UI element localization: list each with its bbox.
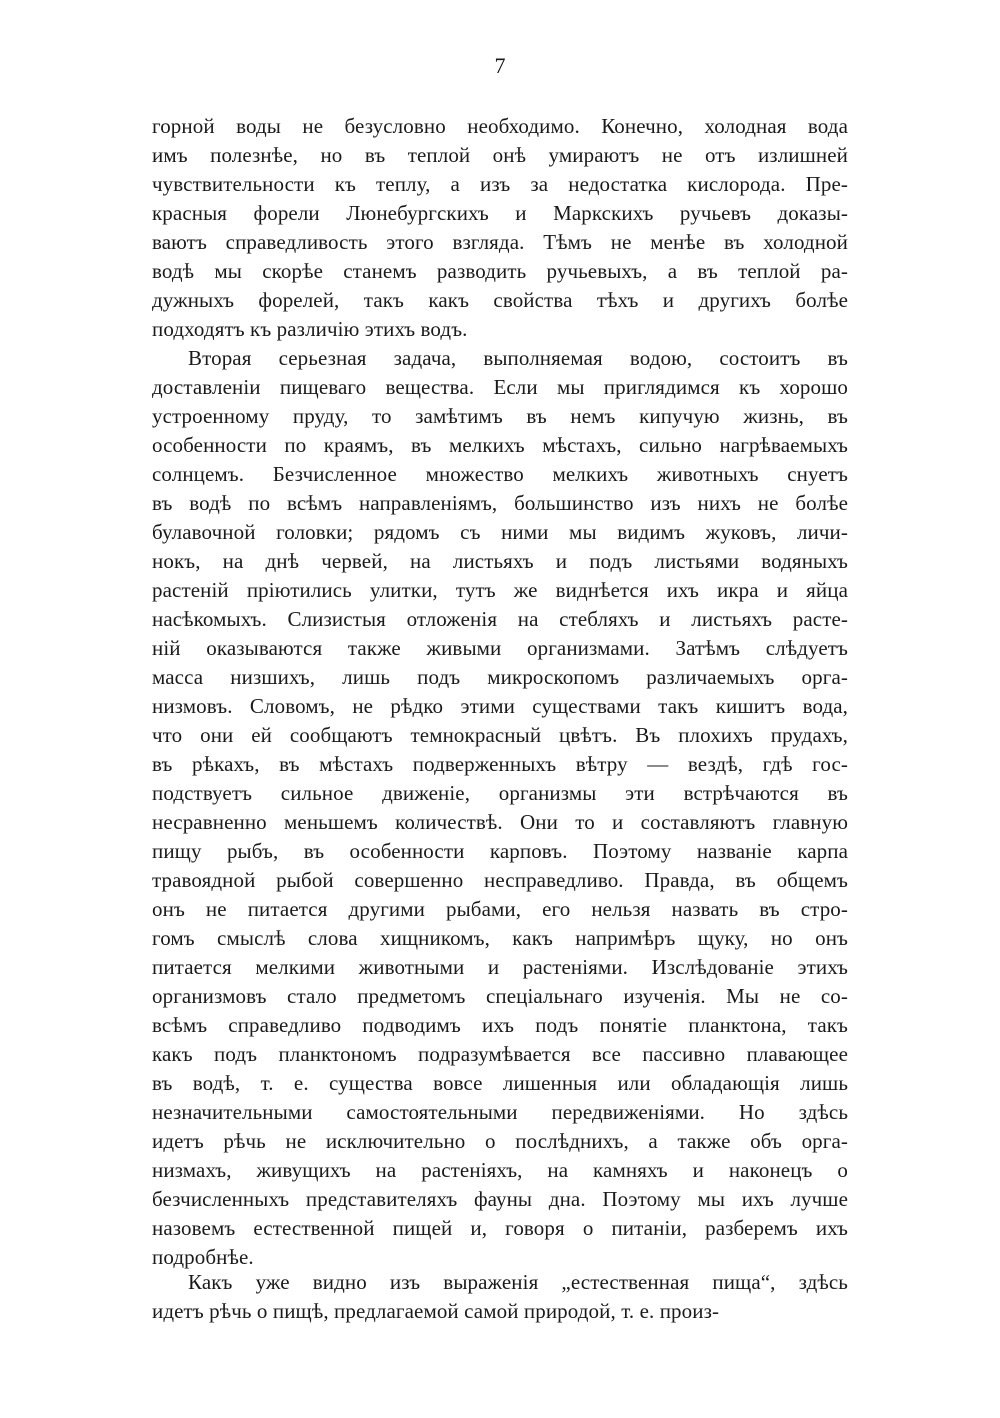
text-line: горной воды не безусловно необходимо. Конечно, холодная вода — [152, 114, 848, 138]
text-line: низмахъ, живущихъ на растеніяхъ, на камняхъ и наконецъ о — [152, 1158, 848, 1182]
text-line: Вторая серьезная задача, выполняемая водою, состоитъ въ — [188, 346, 848, 370]
text-line: питается мелкими животными и растеніями. Изслѣдованіе этихъ — [152, 955, 848, 979]
text-line: въ рѣкахъ, въ мѣстахъ подверженныхъ вѣтру — вездѣ, гдѣ гос- — [152, 752, 848, 776]
text-line: всѣмъ справедливо подводимъ ихъ подъ понятіе планктона, такъ — [152, 1013, 848, 1037]
text-line: несравненно меньшемъ количествѣ. Они то и составляютъ главную — [152, 810, 848, 834]
text-line: низмовъ. Словомъ, не рѣдко этими существами такъ кишитъ вода, — [152, 694, 848, 718]
text-line: подствуетъ сильное движеніе, организмы эти встрѣчаются въ — [152, 781, 848, 805]
text-line: подходятъ къ различію этихъ водъ. — [152, 317, 468, 341]
text-line: водѣ мы скорѣе станемъ разводить ручьевыхъ, а въ теплой ра- — [152, 259, 848, 283]
text-line: незначительными самостоятельными передвиженіями. Но здѣсь — [152, 1100, 848, 1124]
text-line: пищу рыбъ, въ особенности карповъ. Поэтому названіе карпа — [152, 839, 848, 863]
paragraph-1 — [152, 112, 848, 344]
paragraph-2 — [152, 344, 848, 1272]
text-line: безчисленныхъ представителяхъ фауны дна. Поэтому мы ихъ лучше — [152, 1187, 848, 1211]
text-line: доставленіи пищеваго вещества. Если мы приглядимся къ хорошо — [152, 375, 848, 399]
text-line: нокъ, на днѣ червей, на листьяхъ и подъ листьями водяныхъ — [152, 549, 848, 573]
text-line: чувствительности къ теплу, а изъ за недостатка кислорода. Пре- — [152, 172, 848, 196]
text-line: идетъ рѣчь о пищѣ, предлагаемой самой природой, т. е. произ- — [152, 1299, 720, 1323]
text-line: какъ подъ планктономъ подразумѣвается все пассивно плавающее — [152, 1042, 848, 1066]
text-line: масса низшихъ, лишь подъ микроскопомъ различаемыхъ орга- — [152, 665, 848, 689]
text-line: въ водѣ по всѣмъ направленіямъ, большинство изъ нихъ не болѣе — [152, 491, 848, 515]
text-line: особенности по краямъ, въ мелкихъ мѣстахъ, сильно нагрѣваемыхъ — [152, 433, 848, 457]
text-line: солнцемъ. Безчисленное множество мелкихъ животныхъ снуетъ — [152, 462, 848, 486]
text-line: красныя форели Люнебургскихъ и Маркскихъ ручьевъ доказы- — [152, 201, 848, 225]
text-line: Какъ уже видно изъ выраженія „естественная пища“, здѣсь — [188, 1270, 848, 1294]
text-line: гомъ смыслѣ слова хищникомъ, какъ напримѣръ щуку, но онъ — [152, 926, 848, 950]
text-line: травоядной рыбой совершенно несправедливо. Правда, въ общемъ — [152, 868, 848, 892]
text-line: ній оказываются также живыми организмами. Затѣмъ слѣдуетъ — [152, 636, 848, 660]
text-line: организмовъ стало предметомъ спеціальнаго изученія. Мы не со- — [152, 984, 848, 1008]
text-line: подробнѣе. — [152, 1245, 254, 1269]
text-line: онъ не питается другими рыбами, его нельзя назвать въ стро- — [152, 897, 848, 921]
text-line: что они ей сообщаютъ темнокрасный цвѣтъ. Въ плохихъ прудахъ, — [152, 723, 848, 747]
text-line: устроенному пруду, то замѣтимъ въ немъ кипучую жизнь, въ — [152, 404, 848, 428]
text-line: въ водѣ, т. е. существа вовсе лишенныя или обладающія лишь — [152, 1071, 848, 1095]
text-line: имъ полезнѣе, но въ теплой онѣ умираютъ не отъ излишней — [152, 143, 848, 167]
text-line: дужныхъ форелей, такъ какъ свойства тѣхъ и другихъ болѣе — [152, 288, 848, 312]
page-number: 7 — [494, 53, 506, 78]
paragraph-3 — [152, 1268, 848, 1326]
text-line: насѣкомыхъ. Слизистыя отложенія на стебляхъ и листьяхъ расте- — [152, 607, 848, 631]
text-line: назовемъ естественной пищей и, говоря о питаніи, разберемъ ихъ — [152, 1216, 848, 1240]
text-line: ваютъ справедливость этого взгляда. Тѣмъ не менѣе въ холодной — [152, 230, 848, 254]
text-line: идетъ рѣчь не исключительно о послѣднихъ, а также объ орга- — [152, 1129, 848, 1153]
text-line: булавочной головки; рядомъ съ ними мы видимъ жуковъ, личи- — [152, 520, 848, 544]
text-line: растеній пріютились улитки, тутъ же виднѣется ихъ икра и яйца — [152, 578, 848, 602]
